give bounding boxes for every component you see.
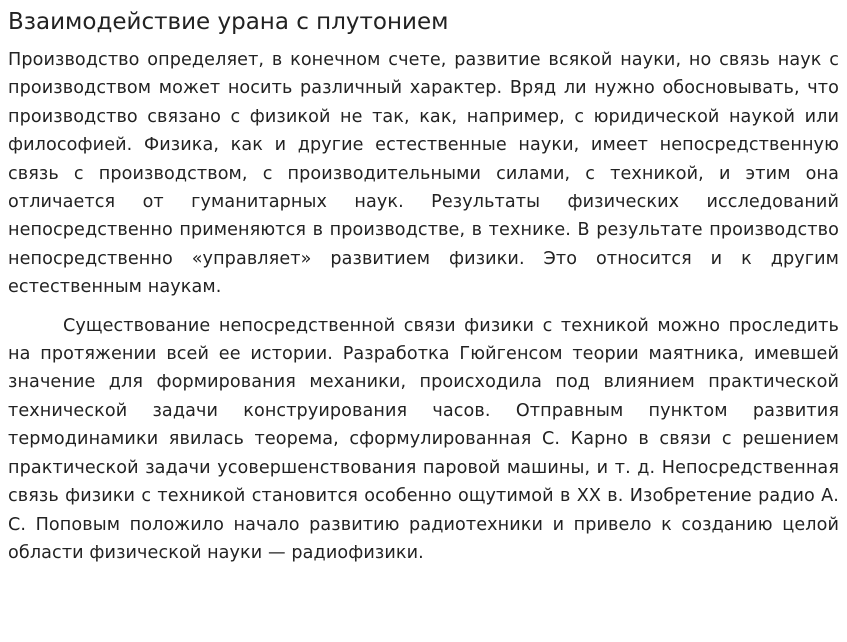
article-paragraph-1: Производство определяет, в конечном счете, развитие всякой науки, но связь наук с производством может носить различный характер. Вряд ли нужно обосновывать, что производство связано с физикой не так, как, например, с юридической наукой или философией. Физика, как и другие естественные науки, имеет непосредственную связь с производством, с производительными силами, с техникой, и этим она отличается от гуманитарных наук. Результаты физических исследований непосредственно применяются в производстве, в технике. В результате производство непосредственно «управляет» развитием физики. Это относится и к другим естественным наукам. xyxy=(8,50,839,298)
article-paragraph-2: Существование непосредственной связи физики с техникой можно проследить на протяжении всей ее истории. Разработка Гюйгенсом теории маятника, имевшей значение для формирования механики, происходила под влиянием практической технической задачи конструирования часов. Отправным пунктом развития термодинамики явилась теорема, сформулированная С. Карно в связи с решением практической задачи усовершенствования паровой машины, и т. д. Непосредственная связь физики с техникой становится особенно ощутимой в XX в. Изобретение радио А. С. Поповым положило начало развитию радиотехники и привело к созданию целой области физической науки — радиофизики. xyxy=(8,315,839,563)
article-title: Взаимодействие урана с плутонием xyxy=(8,9,449,35)
